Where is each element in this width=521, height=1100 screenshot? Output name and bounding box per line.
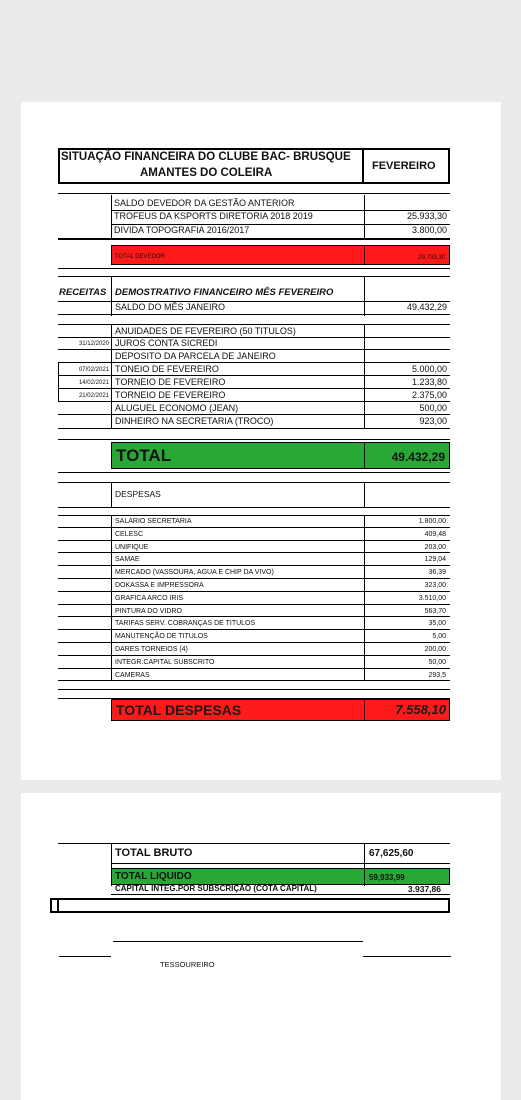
signature-line-right: [363, 956, 451, 957]
spacer-row: [58, 681, 450, 690]
signature-line-left: [59, 956, 111, 957]
income-label: TONEIO DE FEVEREIRO: [115, 364, 219, 374]
expense-label: CELESC: [115, 530, 144, 538]
expense-label: SAMAE: [115, 556, 140, 564]
total-bruto-label: TOTAL BRUTO: [115, 847, 193, 859]
expense-label: SALARIO SECRETARIA: [115, 518, 192, 525]
expense-value: 563,70: [424, 607, 446, 615]
expense-row: [58, 541, 450, 554]
debt-label: DIVIDA TOPOGRAFIA 2016/2017: [114, 225, 250, 235]
spacer-cell: [50, 898, 450, 913]
expense-value: 35,00: [428, 620, 446, 628]
expense-row: [58, 656, 450, 669]
debt-value: 25.933,30: [406, 211, 447, 221]
signature-role: TESSOUREIRO: [160, 960, 215, 969]
income-date: 31/12/2020: [78, 341, 109, 347]
expense-value: 36,39: [428, 569, 446, 577]
saldo-label: SALDO DO MÊS JANEIRO: [115, 302, 226, 312]
expense-row: [58, 630, 450, 643]
saldo-value: 49.432,29: [406, 302, 447, 312]
month-label: FEVEREIRO: [372, 160, 436, 172]
debt-label: TROFEUS DA KSPORTS DIRETORIA 2018 2019: [114, 211, 313, 221]
total-despesas-label: TOTAL DESPESAS: [116, 702, 242, 718]
report-title-line1: SITUAÇÃO FINANCEIRA DO CLUBE BAC- BRUSQUE: [61, 151, 351, 163]
debt-label: SALDO DEVEDOR DA GESTÃO ANTERIOR: [114, 198, 295, 208]
expense-value: 3.510,00: [418, 594, 446, 602]
income-label: JUROS CONTA SICREDI: [115, 338, 218, 348]
expense-value: 200,00: [424, 646, 446, 653]
expense-row: [58, 592, 450, 605]
income-value: 1.233,80: [411, 377, 447, 387]
total-despesas-value: 7.558,10: [395, 702, 446, 717]
expense-label: MANUTENÇÃO DE TITULOS: [115, 633, 208, 641]
total-devedor-value: 29.733,30: [418, 255, 445, 261]
total-value: 49.432,29: [391, 450, 445, 464]
expense-row: [58, 669, 450, 682]
expense-row: [58, 515, 450, 528]
expense-row: [58, 528, 450, 541]
expense-label: INTEGR.CAPITAL SUBSCRITO: [115, 658, 215, 666]
expense-row: [58, 566, 450, 579]
total-bruto-value: 67,625,60: [369, 848, 414, 859]
income-label: ALUGUEL ECONOMO (JEAN): [115, 403, 239, 413]
expense-rows: [21, 102, 501, 780]
spreadsheet-page-1: [21, 102, 501, 780]
expense-label: MERCADO (VASSOURA, AGUA E CHIP DA VIVO): [115, 569, 274, 577]
total-devedor-label: TOTAL DEVEDOR: [115, 254, 165, 260]
income-value: 500,00: [419, 403, 447, 413]
income-label: DINHEIRO NA SECRETARIA (TROCO): [115, 416, 274, 426]
total-label: TOTAL: [116, 446, 172, 465]
expense-row: [58, 553, 450, 566]
expense-row: [58, 643, 450, 656]
empty-cell: [50, 898, 59, 913]
total-liquido-label: TOTAL LIQUIDO: [115, 871, 192, 882]
report-title-line2: AMANTES DO COLEIRA: [140, 167, 273, 179]
despesas-heading: DESPESAS: [115, 489, 161, 499]
capital-label: CAPITAL INTEG.POR SUBSCRIÇÃO (COTA CAPITAL): [115, 884, 317, 893]
expense-value: 203,00: [424, 543, 446, 551]
debt-value: 3.800,00: [411, 225, 447, 235]
income-value: 5.000,00: [411, 364, 447, 374]
receitas-side-label: RECEITAS: [59, 287, 107, 298]
income-value: 2.375,00: [411, 390, 447, 400]
income-label: ANUIDADES DE FEVEREIRO (50 TITULOS): [115, 326, 296, 336]
expense-label: CAMERAS: [115, 671, 150, 679]
expense-value: 409,48: [424, 530, 446, 538]
capital-value: 3.937,86: [407, 884, 441, 894]
receitas-heading: DEMOSTRATIVO FINANCEIRO MÊS FEVEREIRO: [115, 287, 334, 298]
total-liquido-value: 59,933,99: [369, 873, 405, 882]
income-date: 07/02/2021: [78, 367, 109, 373]
income-date: 14/02/2021: [78, 380, 109, 386]
signature-line: [113, 941, 363, 942]
income-label: TORNEIO DE FEVEREIRO: [115, 390, 226, 400]
expense-value: 323,00: [424, 582, 446, 589]
expense-row: [58, 579, 450, 592]
income-label: DEPOSITO DA PARCELA DE JANEIRO: [115, 351, 276, 361]
expense-value: 5,00: [432, 633, 446, 641]
expense-label: GRAFICA ARCO IRIS: [115, 594, 184, 602]
expense-label: TARIFAS SERV. COBRANÇAS DE TITULOS: [115, 620, 256, 628]
income-label: TORNEIO DE FEVEREIRO: [115, 377, 226, 387]
expense-row: [58, 617, 450, 630]
expense-row: [58, 605, 450, 618]
expense-label: PINTURA DO VIDRO: [115, 607, 182, 615]
expense-value: 129,04: [424, 556, 446, 564]
expense-label: DARES TORNEIOS (4): [115, 646, 188, 653]
expense-label: UNIFIQUE: [115, 543, 149, 551]
expense-value: 293,5: [428, 671, 446, 679]
income-value: 923,00: [419, 416, 447, 426]
expense-value: 50,00: [428, 658, 446, 666]
expense-label: DOKASSA E IMPRESSORA: [115, 582, 204, 589]
expense-value: 1.800,00: [418, 518, 446, 525]
income-date: 21/02/2021: [78, 393, 109, 399]
spreadsheet-page-2: [21, 793, 501, 1100]
